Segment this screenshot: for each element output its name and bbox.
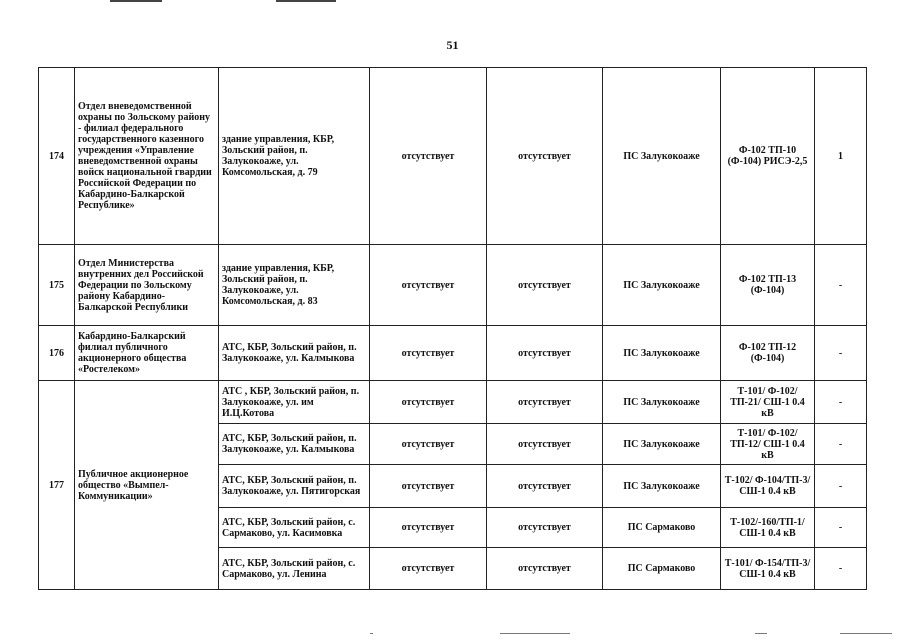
feeder-cell: Т-102/ Ф-104/ТП-3/ СШ-1 0.4 кВ (721, 465, 815, 508)
status-cell: отсутствует (487, 424, 603, 465)
status-cell: отсутствует (370, 508, 487, 548)
row-number: 175 (39, 245, 75, 326)
address-cell: здание управления, КБР, Зольский район, п. Залукокоаже, ул. Комсомольская, д. 79 (219, 68, 370, 245)
feeder-cell: Т-101/ Ф-154/ТП-3/ СШ-1 0.4 кВ (721, 548, 815, 590)
substation-cell: ПС Залукокоаже (603, 326, 721, 381)
substation-cell: ПС Сармаково (603, 508, 721, 548)
address-cell: АТС, КБР, Зольский район, с. Сармаково, ул. Касимовка (219, 508, 370, 548)
bottom-scan-mark (370, 633, 373, 634)
substation-cell: ПС Сармаково (603, 548, 721, 590)
last-cell: - (815, 465, 867, 508)
address-cell: АТС, КБР, Зольский район, п. Залукокоаже, ул. Пятигорская (219, 465, 370, 508)
address-cell: АТС, КБР, Зольский район, п. Залукокоаже, ул. Калмыкова (219, 326, 370, 381)
last-cell: - (815, 326, 867, 381)
feeder-cell: Т-101/ Ф-102/ТП-21/ СШ-1 0.4 кВ (721, 381, 815, 424)
feeder-cell: Ф-102 ТП-13 (Ф-104) (721, 245, 815, 326)
last-cell: - (815, 245, 867, 326)
organization-cell: Кабардино-Балкарский филиал публичного акционерного общества «Ростелеком» (75, 326, 219, 381)
table-row (39, 245, 867, 326)
status-cell: отсутствует (370, 381, 487, 424)
substation-cell: ПС Залукокоаже (603, 424, 721, 465)
bottom-scan-mark (755, 633, 767, 634)
status-cell: отсутствует (487, 326, 603, 381)
last-cell: - (815, 508, 867, 548)
organization-cell: Отдел Министерства внутренних дел Российской Федерации по Зольскому району Кабардино-Балкарской Республики (75, 245, 219, 326)
address-cell: АТС, КБР, Зольский район, п. Залукокоаже, ул. Калмыкова (219, 424, 370, 465)
row-number: 177 (39, 381, 75, 590)
table-row (39, 68, 867, 245)
status-cell: отсутствует (370, 465, 487, 508)
status-cell: отсутствует (487, 465, 603, 508)
status-cell: отсутствует (370, 245, 487, 326)
substation-cell: ПС Залукокоаже (603, 381, 721, 424)
top-scan-mark (110, 0, 162, 2)
last-cell: - (815, 424, 867, 465)
top-scan-mark (276, 0, 336, 2)
status-cell: отсутствует (487, 548, 603, 590)
organization-cell: Отдел вневедомственной охраны по Зольскому району - филиал федерального государственного казенного учреждения «Управление вневедомственной охраны войск национальной гвардии Российской Федерации по Кабардино-Балкарской Республике» (75, 68, 219, 245)
address-cell: здание управления, КБР, Зольский район, п. Залукокоаже, ул. Комсомольская, д. 83 (219, 245, 370, 326)
row-number: 174 (39, 68, 75, 245)
status-cell: отсутствует (370, 548, 487, 590)
substation-cell: ПС Залукокоаже (603, 465, 721, 508)
row-number: 176 (39, 326, 75, 381)
substation-cell: ПС Залукокоаже (603, 245, 721, 326)
status-cell: отсутствует (487, 381, 603, 424)
table-row (39, 381, 867, 424)
bottom-scan-mark (840, 633, 892, 634)
organization-cell: Публичное акционерное общество «Вымпел-Коммуникации» (75, 381, 219, 590)
feeder-cell: Т-102/-160/ТП-1/СШ-1 0.4 кВ (721, 508, 815, 548)
last-cell: 1 (815, 68, 867, 245)
last-cell: - (815, 381, 867, 424)
address-cell: АТС , КБР, Зольский район, п. Залукокоаже, ул. им И.Ц.Котова (219, 381, 370, 424)
feeder-cell: Ф-102 ТП-12 (Ф-104) (721, 326, 815, 381)
table-row (39, 326, 867, 381)
page-number: 51 (446, 38, 459, 52)
status-cell: отсутствует (487, 245, 603, 326)
status-cell: отсутствует (487, 68, 603, 245)
feeder-cell: Ф-102 ТП-10 (Ф-104) РИСЭ-2,5 (721, 68, 815, 245)
status-cell: отсутствует (487, 508, 603, 548)
status-cell: отсутствует (370, 424, 487, 465)
status-cell: отсутствует (370, 68, 487, 245)
status-cell: отсутствует (370, 326, 487, 381)
last-cell: - (815, 548, 867, 590)
address-cell: АТС, КБР, Зольский район, с. Сармаково, ул. Ленина (219, 548, 370, 590)
bottom-scan-mark (500, 633, 570, 634)
feeder-cell: Т-101/ Ф-102/ТП-12/ СШ-1 0.4 кВ (721, 424, 815, 465)
substation-cell: ПС Залукокоаже (603, 68, 721, 245)
document-table (38, 67, 867, 590)
